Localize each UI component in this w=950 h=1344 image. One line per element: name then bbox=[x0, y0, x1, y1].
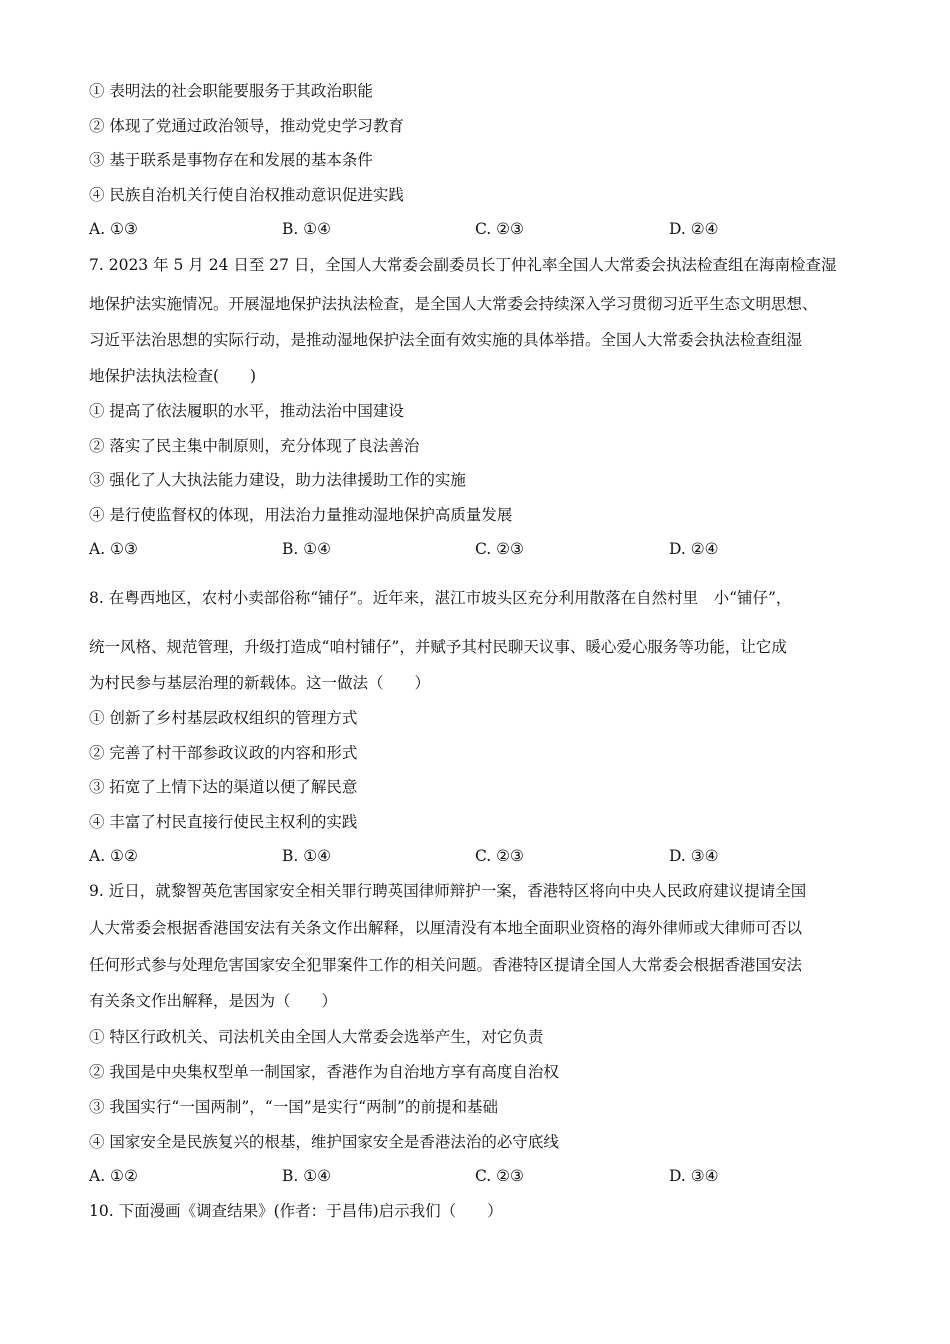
q8-option-b: B. ①④ bbox=[282, 847, 332, 865]
q9-stem-line-1: 9. 近日，就黎智英危害国家安全相关罪行聘英国律师辩护一案，香港特区将向中央人民政府建议提请全国 bbox=[89, 882, 807, 900]
q8-item-4: ④ 丰富了村民直接行使民主权利的实践 bbox=[89, 813, 358, 831]
q9-item-2: ② 我国是中央集权型单一制国家，香港作为自治地方享有高度自治权 bbox=[89, 1063, 559, 1081]
q7-item-3: ③ 强化了人大执法能力建设，助力法律援助工作的实施 bbox=[89, 471, 466, 489]
q6-item-2: ② 体现了党通过政治领导，推动党史学习教育 bbox=[89, 117, 404, 135]
q10-stem-line-1: 10. 下面漫画《调查结果》(作者：于昌伟)启示我们（ ） bbox=[89, 1202, 503, 1220]
q6-item-1: ① 表明法的社会职能要服务于其政治职能 bbox=[89, 82, 373, 100]
q8-stem-line-2: 统一风格、规范管理，升级打造成“咱村铺仔”，并赋予其村民聊天议事、暖心爱心服务等功能，让它成 bbox=[89, 638, 787, 656]
q7-stem-line-4: 地保护法执法检查( ) bbox=[89, 367, 257, 385]
q8-stem-line-1: 8. 在粤西地区，农村小卖部俗称“铺仔”。近年来，湛江市坡头区充分利用散落在自然村里 小“铺仔”， bbox=[89, 589, 792, 607]
q9-stem-line-4: 有关条文作出解释，是因为（ ） bbox=[89, 992, 338, 1010]
q7-stem-line-1: 7. 2023 年 5 月 24 日至 27 日，全国人大常委会副委员长丁仲礼率全国人大常委会执法检查组在海南检查湿 bbox=[89, 256, 837, 274]
q9-option-c: C. ②③ bbox=[475, 1167, 524, 1185]
q9-item-4: ④ 国家安全是民族复兴的根基，维护国家安全是香港法治的必守底线 bbox=[89, 1133, 559, 1151]
q7-options bbox=[89, 539, 869, 559]
q8-item-3: ③ 拓宽了上情下达的渠道以便了解民意 bbox=[89, 778, 358, 796]
q7-stem-line-3: 习近平法治思想的实际行动，是推动湿地保护法全面有效实施的具体举措。全国人大常委会执法检查组湿 bbox=[89, 331, 803, 349]
q6-options bbox=[89, 219, 869, 239]
q9-option-a: A. ①② bbox=[89, 1167, 138, 1185]
q8-options bbox=[89, 846, 869, 866]
q9-stem-line-2: 人大常委会根据香港国安法有关条文作出解释，以厘清没有本地全面职业资格的海外律师或大律师可否以 bbox=[89, 919, 803, 937]
q6-option-c: C. ②③ bbox=[475, 220, 524, 238]
q9-option-d: D. ③④ bbox=[669, 1167, 719, 1185]
q7-item-2: ② 落实了民主集中制原则，充分体现了良法善治 bbox=[89, 437, 420, 455]
q8-option-d: D. ③④ bbox=[669, 847, 719, 865]
q6-option-a: A. ①③ bbox=[89, 220, 138, 238]
q9-item-1: ① 特区行政机关、司法机关由全国人大常委会选举产生，对它负责 bbox=[89, 1028, 544, 1046]
q8-option-a: A. ①② bbox=[89, 847, 138, 865]
q9-stem-line-3: 任何形式参与处理危害国家安全犯罪案件工作的相关问题。香港特区提请全国人大常委会根据香港国安法 bbox=[89, 956, 803, 974]
q7-item-1: ① 提高了依法履职的水平，推动法治中国建设 bbox=[89, 402, 404, 420]
q7-option-b: B. ①④ bbox=[282, 540, 332, 558]
q9-option-b: B. ①④ bbox=[282, 1167, 332, 1185]
q7-option-a: A. ①③ bbox=[89, 540, 138, 558]
q6-item-3: ③ 基于联系是事物存在和发展的基本条件 bbox=[89, 151, 373, 169]
q7-stem-line-2: 地保护法实施情况。开展湿地保护法执法检查，是全国人大常委会持续深入学习贯彻习近平生态文明思想、 bbox=[89, 295, 818, 313]
q6-option-d: D. ②④ bbox=[669, 220, 719, 238]
q8-option-c: C. ②③ bbox=[475, 847, 524, 865]
q7-item-4: ④ 是行使监督权的体现，用法治力量推动湿地保护高质量发展 bbox=[89, 506, 513, 524]
q6-option-b: B. ①④ bbox=[282, 220, 332, 238]
q8-item-2: ② 完善了村干部参政议政的内容和形式 bbox=[89, 744, 358, 762]
q7-option-c: C. ②③ bbox=[475, 540, 524, 558]
q6-item-4: ④ 民族自治机关行使自治权推动意识促进实践 bbox=[89, 186, 404, 204]
q7-option-d: D. ②④ bbox=[669, 540, 719, 558]
q8-stem-line-3: 为村民参与基层治理的新载体。这一做法（ ） bbox=[89, 674, 431, 692]
q9-options bbox=[89, 1166, 869, 1186]
q8-item-1: ① 创新了乡村基层政权组织的管理方式 bbox=[89, 709, 358, 727]
q9-item-3: ③ 我国实行“一国两制”，“一国”是实行“两制”的前提和基础 bbox=[89, 1098, 498, 1116]
